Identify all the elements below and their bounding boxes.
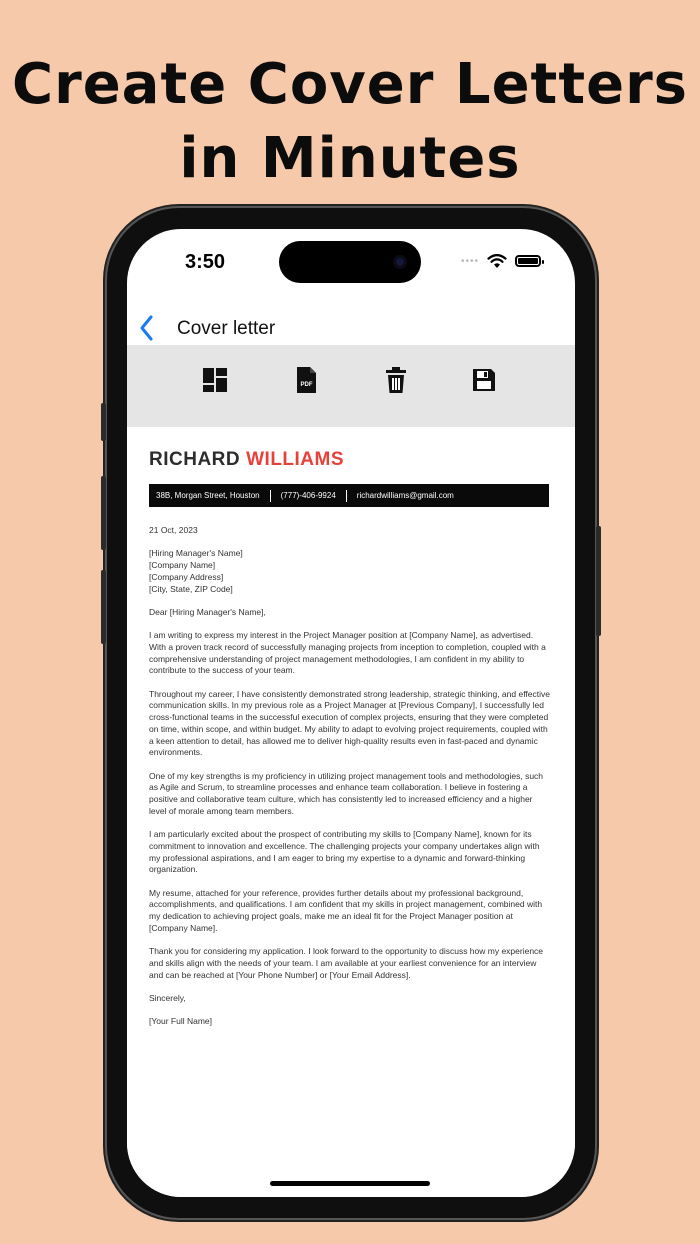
dynamic-island xyxy=(279,241,421,283)
pdf-button[interactable] xyxy=(291,365,321,395)
trash-icon[interactable] xyxy=(381,365,411,395)
chevron-left-icon[interactable] xyxy=(137,313,157,343)
screen xyxy=(127,229,575,1197)
page-title: Cover letter xyxy=(177,318,276,339)
phone-frame xyxy=(107,208,595,1218)
body-paragraph: Thank you for considering my application. I look forward to the opportunity to discuss how my experience and skills align with the needs of your team. I am available at your earliest convenience for an interview and can be reached at [Your Phone Number] or [Your Email Address]. xyxy=(149,946,544,980)
body-paragraph: I am particularly excited about the prospect of contributing my skills to [Company Name], known for its commitment to innovation and excellence. The challenging projects your company undertakes align with my professional aspirations, and I am eager to bring my expertise to a dynamic and forward-thinking organization. xyxy=(149,829,540,875)
letter-body xyxy=(149,525,551,1040)
recipient-line: [Company Address] xyxy=(149,571,224,582)
body-paragraph: My resume, attached for your reference, provides further details about my professional background, accomplishments, and qualifications. I am confident that my skills in project management, combined with my dedication to achieving project goals, make me an ideal fit for the Project Manager position at [Company Name]. xyxy=(149,887,543,933)
signal-dots-icon: •••• xyxy=(460,255,479,267)
cover-letter-document xyxy=(127,427,575,1197)
contact-bar xyxy=(149,484,549,507)
pdf-icon xyxy=(291,365,321,395)
status-indicators xyxy=(461,253,541,269)
home-indicator[interactable] xyxy=(270,1181,430,1186)
recipient-line: [Company Name] xyxy=(149,560,216,571)
contact-address: 38B, Morgan Street, Houston xyxy=(156,491,260,500)
volume-up-button xyxy=(101,476,106,550)
recipient-line: [Hiring Manager's Name] xyxy=(149,548,243,559)
divider xyxy=(346,490,347,502)
letter-date: 21 Oct, 2023 xyxy=(149,525,198,535)
body-paragraph: One of my key strengths is my proficiency in utilizing project management tools and methodologies, such as Agile and Scrum, to streamline processes and enhance team collaboration. I believe in fostering a positive and collaborative team culture, which has consistently led to increased efficiency and a higher level of morale among team members. xyxy=(149,770,544,816)
signature: [Your Full Name] xyxy=(149,1016,212,1027)
wifi-icon xyxy=(487,254,507,269)
applicant-name xyxy=(149,449,344,471)
headline xyxy=(0,48,700,196)
template-grid-icon[interactable] xyxy=(200,365,230,395)
volume-down-button xyxy=(101,570,106,644)
status-time: 3:50 xyxy=(185,251,226,273)
camera-icon xyxy=(393,255,407,269)
side-button xyxy=(596,526,601,636)
battery-icon xyxy=(515,255,541,267)
recipient-line: [City, State, ZIP Code] xyxy=(149,583,233,594)
contact-phone: (777)-406-9924 xyxy=(280,491,336,500)
save-icon[interactable] xyxy=(469,365,499,395)
headline-line-1: Create Cover Letters xyxy=(11,52,689,117)
closing: Sincerely, xyxy=(149,992,186,1003)
action-button xyxy=(101,403,106,441)
pdf-icon-label: PDF xyxy=(300,382,313,388)
recipient-block xyxy=(149,548,551,595)
headline-line-2: in Minutes xyxy=(179,126,521,191)
salutation: Dear [Hiring Manager's Name], xyxy=(149,606,266,617)
last-name: WILLIAMS xyxy=(246,449,345,470)
body-paragraph: Throughout my career, I have consistently demonstrated strong leadership, strategic thinking, and effective communication skills. In my previous role as a Project Manager at [Previous Company], I successfully led cross-functional teams in the successful execution of complex projects, ensuring that they were completed on time, within scope, and within budget. My ability to adapt to evolving project requirements, coupled with a keen attention to detail, has allowed me to deliver high-quality results even in fast-paced and dynamic environments. xyxy=(149,688,550,758)
divider xyxy=(270,490,271,502)
toolbar xyxy=(127,345,575,427)
contact-email: richardwilliams@gmail.com xyxy=(356,491,454,500)
body-paragraph: I am writing to express my interest in the Project Manager position at [Company Name], as advertised. With a proven track record of successfully managing projects from inception to completion, coupled with a comprehensive understanding of project management methodologies, I am confident in my ability to contribute to the success of your team. xyxy=(149,630,546,676)
first-name: RICHARD xyxy=(149,449,241,470)
